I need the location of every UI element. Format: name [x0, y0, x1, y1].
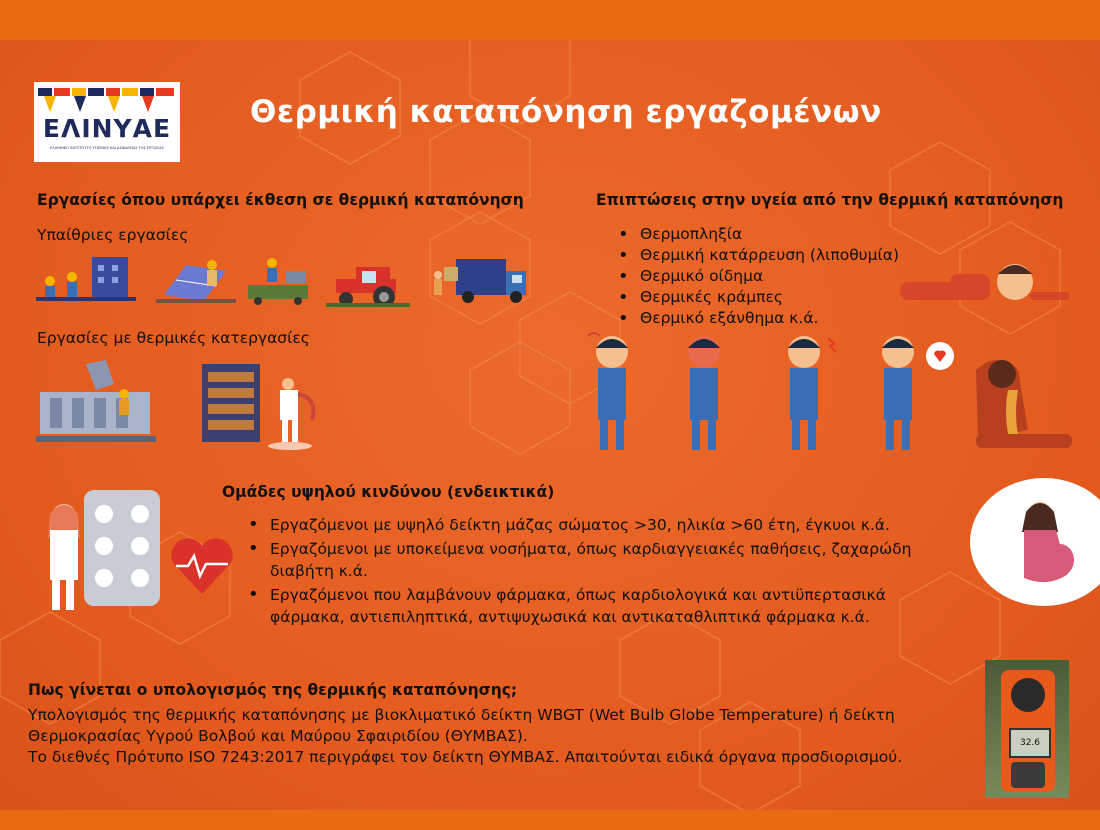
construction-workers-icon: [36, 257, 136, 301]
risk-heading: Ομάδες υψηλού κινδύνου (ενδεικτικά): [222, 483, 555, 501]
top-band: [0, 0, 1100, 40]
calc-line: Το διεθνές Πρότυπο ISO 7243:2017 περιγράφει τον δείκτη ΘΥΜΒΑΣ. Απαιτούνται ειδικά όργανα προσδιορισμού.: [28, 748, 903, 766]
risk-item: • Εργαζόμενοι με υψηλό δείκτη μάζας σώματος >30, ηλικία >60 έτη, έγκυοι κ.ά.: [248, 514, 960, 536]
fan-icon: [1011, 678, 1045, 712]
thermal-label: Εργασίες με θερμικές κατεργασίες: [37, 329, 310, 347]
page-title: Θερμική καταπόνηση εργαζομένων: [250, 94, 882, 130]
elinyae-logo: [34, 82, 180, 162]
wbgt-meter-photo: [985, 660, 1069, 798]
calc-text: [28, 705, 968, 768]
mining-workers-icon: [248, 258, 308, 305]
dizzy-worker-icon: [588, 333, 628, 450]
headache-worker-icon: [788, 336, 836, 450]
flushed-worker-icon: [688, 336, 720, 450]
factory-machinery-icon: [36, 360, 156, 442]
risk-item: • Εργαζόμενοι με υποκείμενα νοσήματα, όπως καρδιαγγειακές παθήσεις, ζαχαρώδη διαβήτη κ.ά.: [248, 538, 960, 582]
poster: [0, 40, 1100, 810]
logo-subtitle: ΕΛΛΗΝΙΚΟ ΙΝΣΤΙΤΟΥΤΟ ΥΓΙΕΙΝΗΣ ΚΑΙ ΑΣΦΑΛΕΙΑΣ ΤΗΣ ΕΡΓΑΣΙΑΣ: [50, 146, 164, 150]
effects-heading: Επιπτώσεις στην υγεία από την θερμική καταπόνηση: [596, 191, 1064, 209]
pregnant-worker-icon: [968, 478, 1100, 608]
calc-heading: Πως γίνεται ο υπολογισμός της θερμικής καταπόνησης;: [28, 681, 518, 699]
effects-item: • Θερμικές κράμπες: [618, 287, 899, 308]
heart-pulse-icon: [171, 538, 232, 594]
logo-name: ΕΛΙΝΥΑΕ: [42, 114, 172, 143]
logo-mark-icon: [34, 84, 180, 114]
risk-item: • Εργαζόμενοι που λαμβάνουν φάρμακα, όπως καρδιολογικά και αντιϋπερτασικά φάρμακα, αντιεπιληπτικά, αντιψυχωσικά και αντικαταθλιπτικά φάρμακα κ.ά.: [248, 584, 960, 628]
meter-reading: 32.6: [1009, 728, 1051, 758]
heart-pain-worker-icon: [882, 336, 954, 450]
industrial-oven-worker-icon: [202, 364, 313, 450]
effects-item: • Θερμικό οίδημα: [618, 266, 899, 287]
wbgt-meter-icon: [1001, 670, 1055, 792]
effects-item: • Θερμική κατάρρευση (λιποθυμία): [618, 245, 899, 266]
risk-list: [248, 514, 960, 630]
outdoor-work-illustrations: [36, 245, 536, 307]
outdoor-label: Υπαίθριες εργασίες: [37, 226, 189, 244]
vomiting-worker-icon: [976, 360, 1072, 448]
meter-buttons-icon: [1011, 762, 1045, 788]
calc-line: Θερμοκρασίας Υγρού Βολβού και Μαύρου Σφαιριδίου (ΘΥΜΒΑΣ).: [28, 727, 528, 745]
delivery-truck-icon: [434, 259, 526, 303]
pill-blister-icon: [84, 490, 160, 606]
medication-heart-illustration: [28, 484, 238, 634]
doctor-icon: [48, 504, 80, 610]
solar-panel-workers-icon: [156, 260, 236, 303]
exposure-heading: Εργασίες όπου υπάρχει έκθεση σε θερμική καταπόνηση: [37, 191, 524, 209]
effects-list: [618, 224, 899, 329]
fainted-worker-icon: [890, 258, 1080, 308]
thermal-work-illustrations: [36, 354, 336, 454]
symptom-figures: [578, 330, 1078, 460]
calc-line: Υπολογισμός της θερμικής καταπόνησης με βιοκλιματικό δείκτη WBGT (Wet Bulb Globe Temperature) ή δείκτη: [28, 706, 895, 724]
bottom-band: [0, 810, 1100, 830]
tractor-icon: [326, 267, 410, 307]
effects-item: • Θερμοπληξία: [618, 224, 899, 245]
effects-item: • Θερμικό εξάνθημα κ.ά.: [618, 308, 899, 329]
